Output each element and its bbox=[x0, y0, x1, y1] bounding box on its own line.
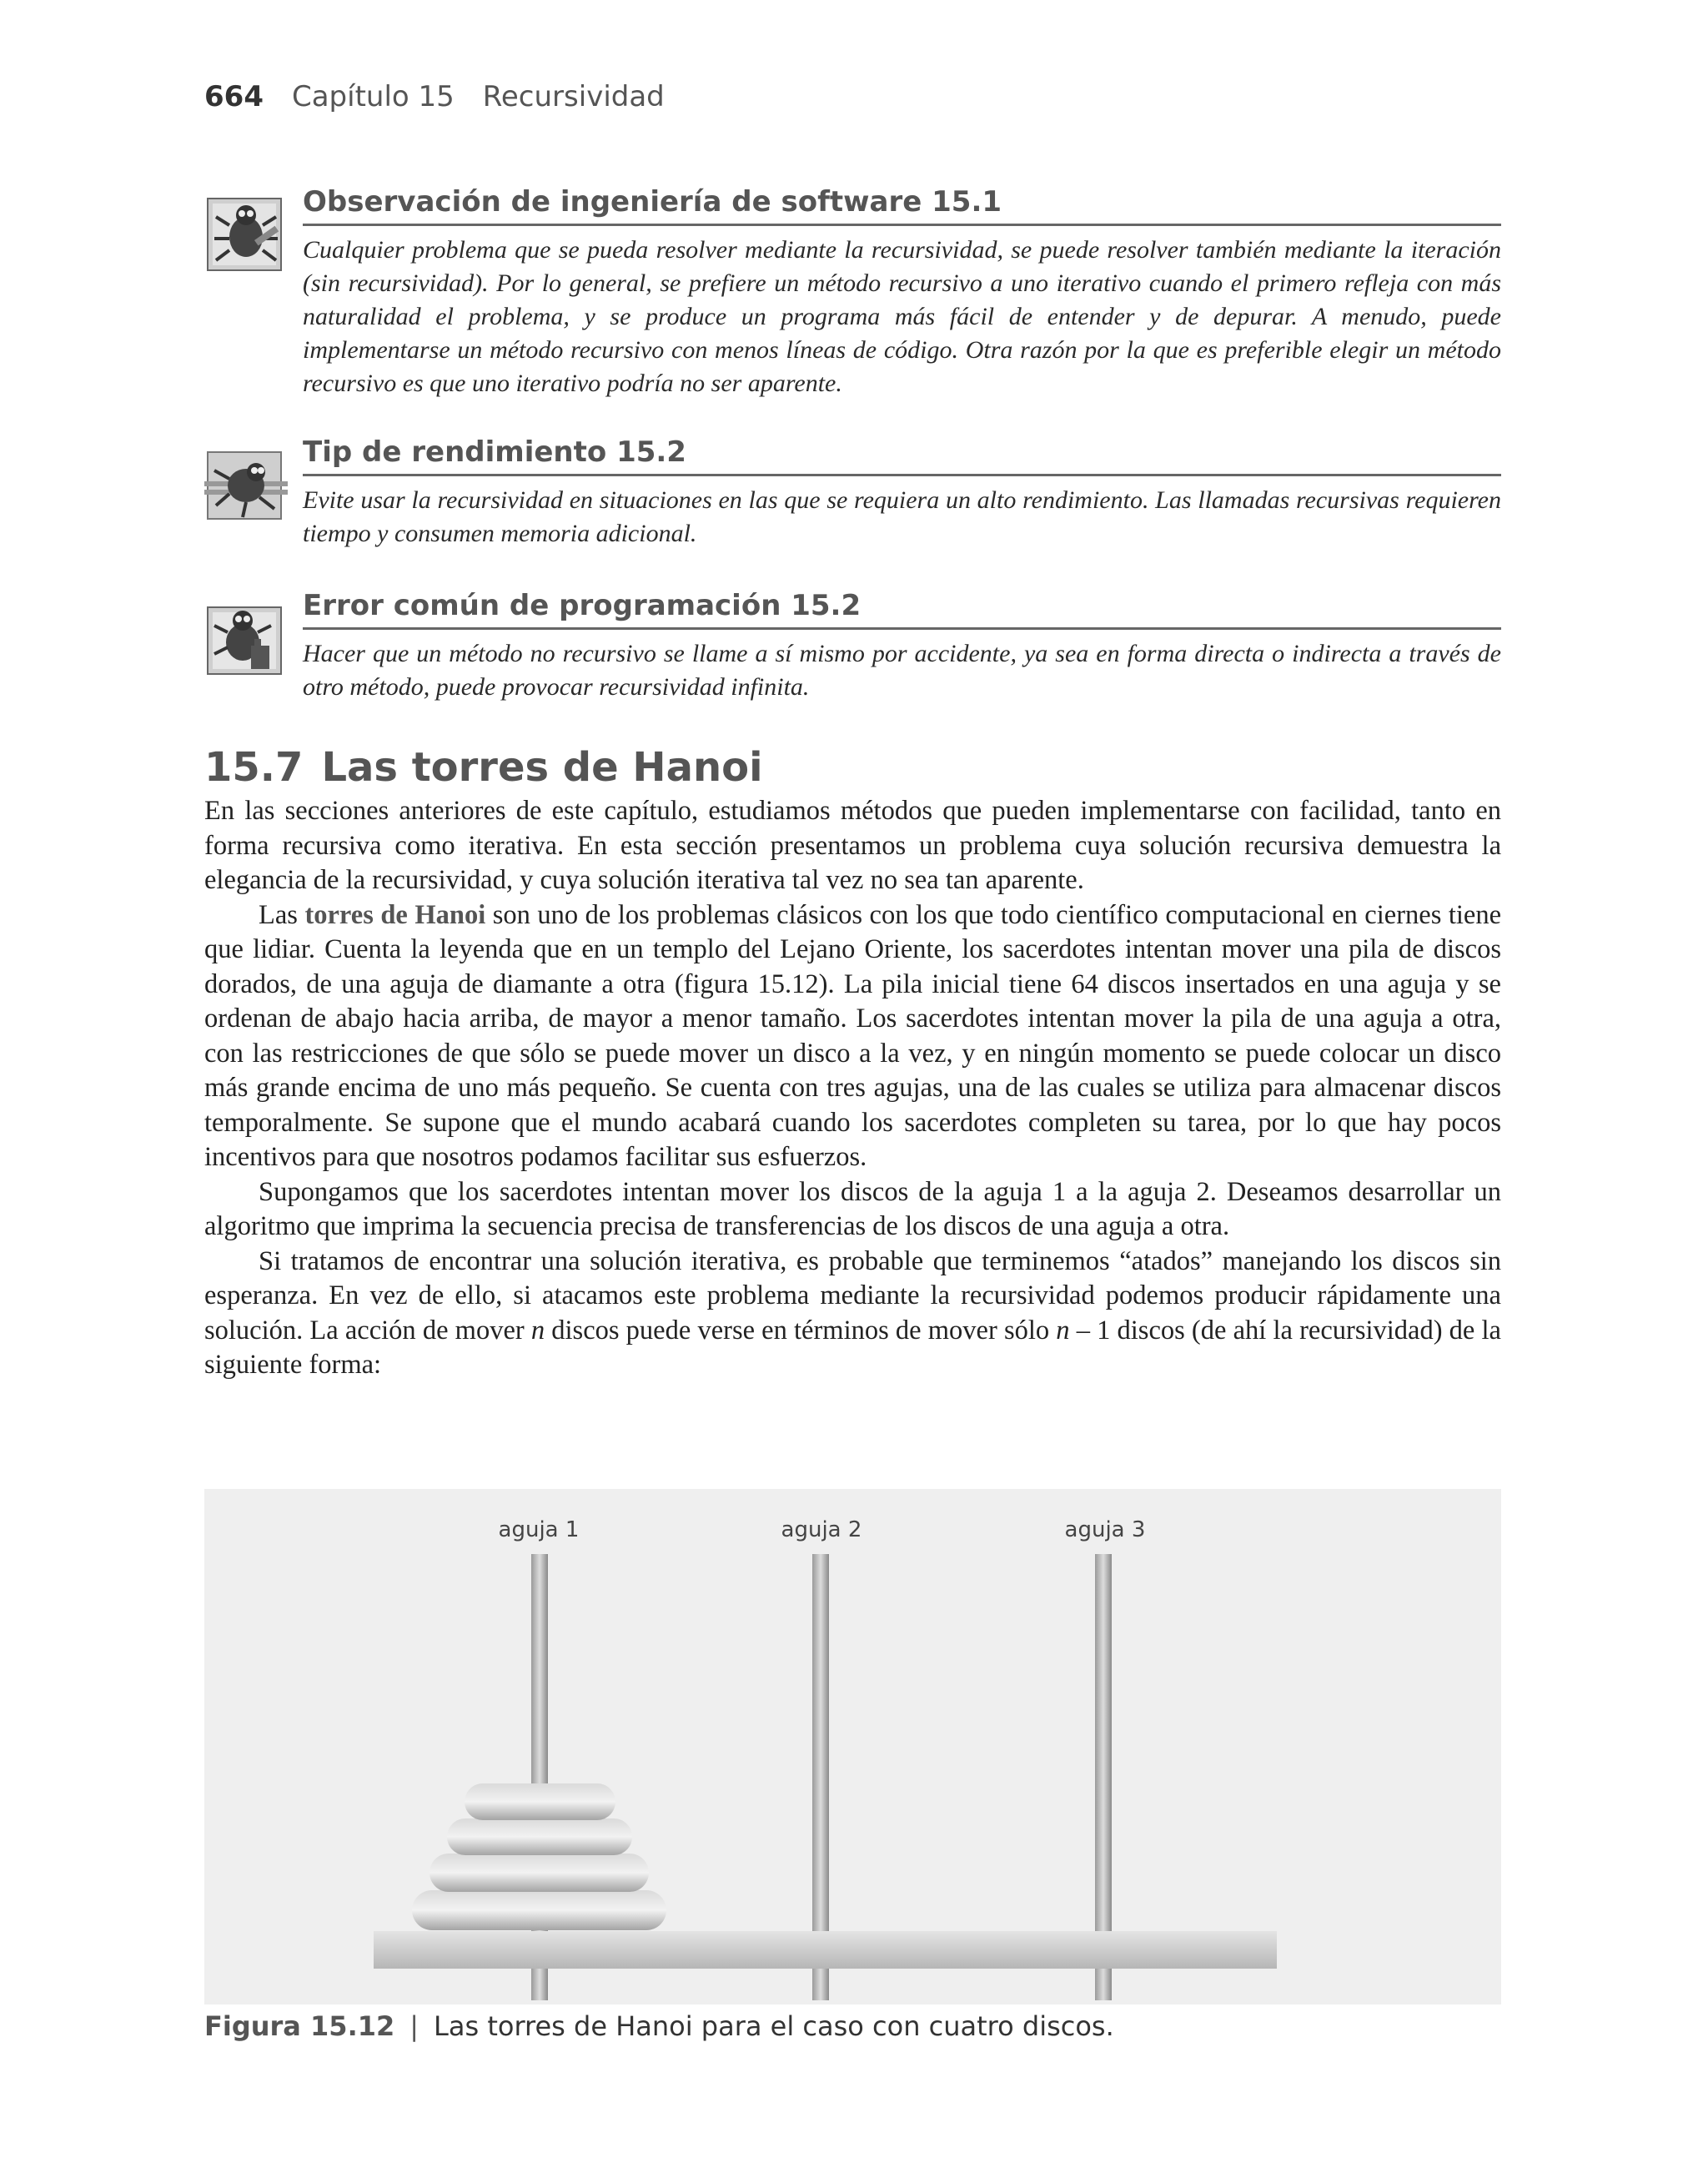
disc bbox=[430, 1854, 649, 1892]
paragraph bbox=[204, 898, 1501, 1175]
running-header bbox=[204, 80, 665, 113]
key-term: torres de Hanoi bbox=[304, 899, 486, 930]
peg-label: aguja 1 bbox=[498, 1517, 580, 1542]
peg-label: aguja 2 bbox=[781, 1517, 862, 1542]
tip-title: Observación de ingeniería de software 15.1 bbox=[303, 185, 1501, 226]
tip-text: Hacer que un método no recursivo se llame a sí mismo por accidente, ya sea en forma directa o indirecta a través de otro método, puede provocar recursividad infinita. bbox=[303, 640, 1501, 701]
tip-title: Error común de programación 15.2 bbox=[303, 589, 1501, 630]
tip-text: Cualquier problema que se pueda resolver mediante la recursividad, se puede resolver también mediante la iteración (sin recursividad). Por lo general, se prefiere un método recursivo a uno iterativo cuando el primero refleja con más naturalidad el problema, y se produce un programa más fácil de entender y de depurar. A menudo, puede implementarse un método recursivo con menos líneas de código. Otra razón por la que es preferible elegir un método recursivo es que uno iterativo podría no ser aparente. bbox=[303, 236, 1501, 397]
hanoi-illustration bbox=[204, 1489, 1501, 2004]
hanoi-figure bbox=[204, 1489, 1501, 2004]
software-engineering-bug-icon bbox=[204, 192, 288, 275]
paragraph-text: – 1 discos (de ahí la recursividad) de la siguiente forma: bbox=[204, 1315, 1501, 1380]
tip-title: Tip de rendimiento 15.2 bbox=[303, 435, 1501, 476]
caption-text: Las torres de Hanoi para el caso con cuatro discos. bbox=[434, 2010, 1114, 2042]
base-platform bbox=[374, 1931, 1277, 1969]
disc bbox=[465, 1783, 615, 1820]
paragraph-text: Las bbox=[259, 899, 305, 930]
paragraph bbox=[204, 794, 1501, 898]
paragraph bbox=[204, 1175, 1501, 1245]
paragraph-text: son uno de los problemas clásicos con los que todo científico computacional en ciernes tiene que lidiar. Cuenta la leyenda que en un templo del Lejano Oriente, los sacerdotes intentan mover una pila de discos dorados, de una aguja de diamante a otra (figura 15.12). La pila inicial tiene 64 discos insertados en una aguja y se ordenan de abajo hacia arriba, de mayor a menor tamaño. Los sacerdotes intentan mover la pila de una aguja a otra, con las restricciones de que sólo se puede mover un disco a la vez, y en ningún momento se puede colocar un disco más grande encima de uno más pequeño. Se cuenta con tres agujas, una de las cuales se utiliza para almacenar discos temporalmente. Se supone que el mundo acabará cuando los sacerdotes completen su tarea, por lo que hay pocos incentivos para que nosotros podamos facilitar sus esfuerzos. bbox=[204, 899, 1501, 1172]
paragraph bbox=[204, 1245, 1501, 1383]
section-title: Las torres de Hanoi bbox=[321, 744, 763, 791]
peg-label: aguja 3 bbox=[1064, 1517, 1146, 1542]
math-variable: n bbox=[1056, 1315, 1070, 1346]
caption-separator: | bbox=[409, 2010, 419, 2042]
tip-performance bbox=[204, 435, 1501, 561]
figure-caption bbox=[204, 2010, 1114, 2042]
paragraph-text: Supongamos que los sacerdotes intentan mover los discos de la aguja 1 a la aguja 2. Deseamos desarrollar un algoritmo que imprima la secuencia precisa de transferencias de los discos de una aguja a otra. bbox=[204, 1176, 1501, 1241]
tip-common-error bbox=[204, 589, 1501, 714]
paragraph-text: Si tratamos de encontrar una solución iterativa, es probable que terminemos “atados” manejando los discos sin esperanza. En vez de ello, si atacamos este problema mediante la recursividad podemos producir rápidamente una solución. La acción de mover bbox=[204, 1245, 1501, 1346]
performance-bug-icon bbox=[204, 442, 288, 526]
page-number: 664 bbox=[204, 80, 264, 113]
error-bug-icon bbox=[204, 596, 288, 679]
paragraph-text: En las secciones anteriores de este capítulo, estudiamos métodos que pueden implementarse con facilidad, tanto en forma recursiva como iterativa. En esta sección presentamos un problema cuya solución recursiva demuestra la elegancia de la recursividad, y cuya solución iterativa tal vez no sea tan aparente. bbox=[204, 796, 1501, 895]
math-variable: n bbox=[530, 1315, 545, 1346]
tip-text: Evite usar la recursividad en situaciones en las que se requiera un alto rendimiento. Las llamadas recursivas requieren tiempo y consumen memoria adicional. bbox=[303, 486, 1501, 547]
chapter-label: Capítulo 15 bbox=[291, 80, 455, 113]
tip-software-engineering bbox=[204, 185, 1501, 410]
paragraph-text: discos puede verse en términos de mover sólo bbox=[545, 1315, 1057, 1346]
disc bbox=[412, 1890, 666, 1930]
body-text bbox=[204, 794, 1501, 1383]
figure-label: Figura 15.12 bbox=[204, 2010, 395, 2042]
chapter-title: Recursividad bbox=[482, 80, 665, 113]
section-number: 15.7 bbox=[204, 744, 304, 791]
section-heading bbox=[204, 744, 763, 791]
disc bbox=[447, 1818, 632, 1855]
